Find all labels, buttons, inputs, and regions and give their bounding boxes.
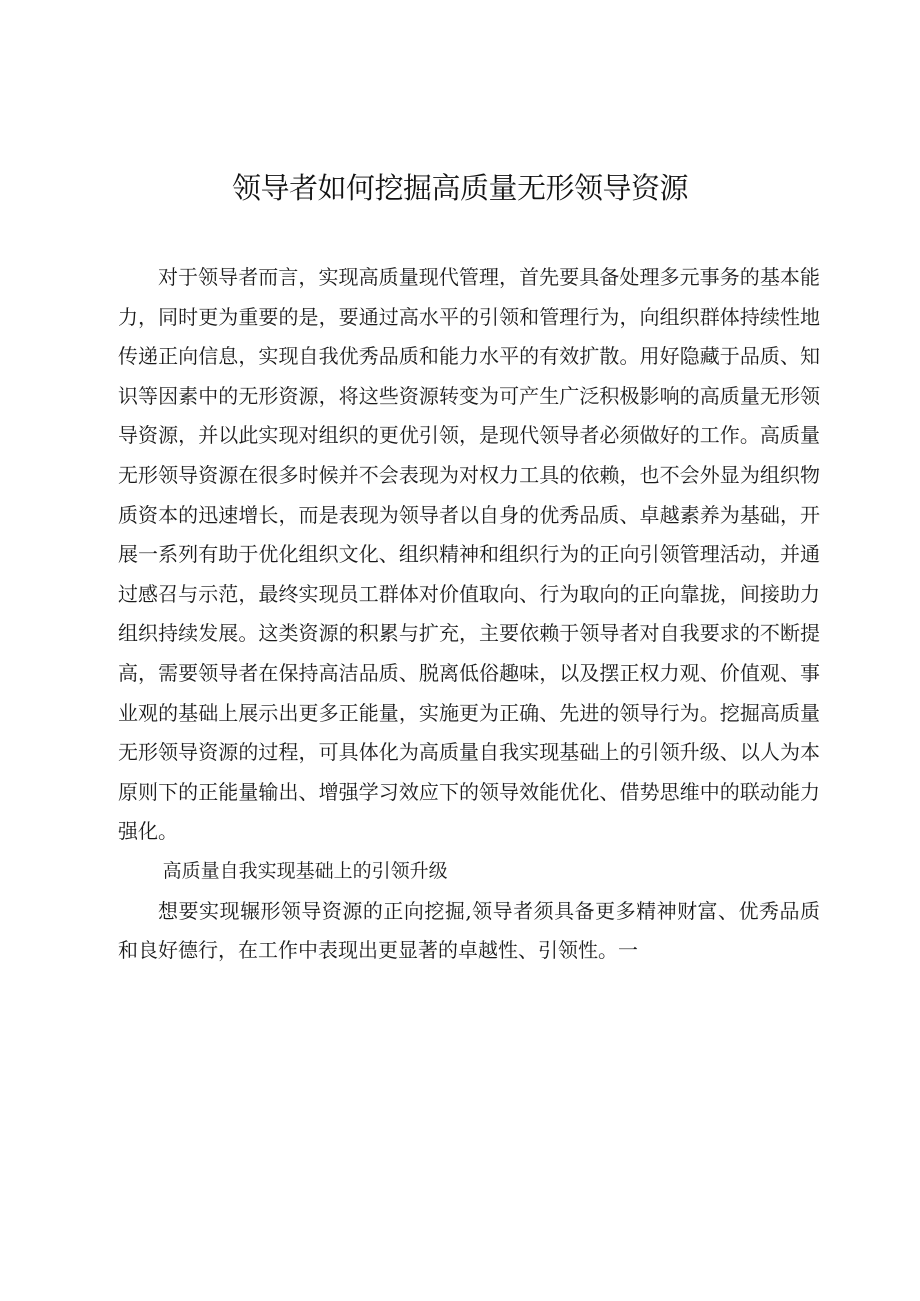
body-paragraph: 对于领导者而言，实现高质量现代管理，首先要具备处理多元事务的基本能力，同时更为重要的是，要通过高水平的引领和管理行为，向组织群体持续性地传递正向信息，实现自我优秀品质和能力水平的有效扩散。用好隐藏于品质、知识等因素中的无形资源，将这些资源转变为可产生广泛积极影响的高质量无形领导资源，并以此实现对组织的更优引领，是现代领导者必须做好的工作。高质量无形领导资源在很多时候并不会表现为对权力工具的依赖，也不会外显为组织物质资本的迅速增长，而是表现为领导者以自身的优秀品质、卓越素养为基础，开展一系列有助于优化组织文化、组织精神和组织行为的正向引领管理活动，并通过感召与示范，最终实现员工群体对价值取向、行为取向的正向靠拢，间接助力组织持续发展。这类资源的积累与扩充，主要依赖于领导者对自我要求的不断提高，需要领导者在保持高洁品质、脱离低俗趣味，以及摆正权力观、价值观、事业观的基础上展示出更多正能量，实施更为正确、先进的领导行为。挖掘高质量无形领导资源的过程，可具体化为高质量自我实现基础上的引领升级、以人为本原则下的正能量输出、增强学习效应下的领导效能优化、借势思维中的联动能力强化。: [118, 265, 820, 844]
section-heading: 高质量自我实现基础上的引领升级: [162, 859, 448, 882]
document-title: 领导者如何挖掘高质量无形领导资源: [231, 171, 688, 205]
body-paragraph: 想要实现辗形领导资源的正向挖掘,领导者须具备更多精神财富、优秀品质和良好德行，在工作中表现出更显著的卓越性、引领性。一: [118, 898, 820, 963]
document-body: [118, 258, 820, 971]
